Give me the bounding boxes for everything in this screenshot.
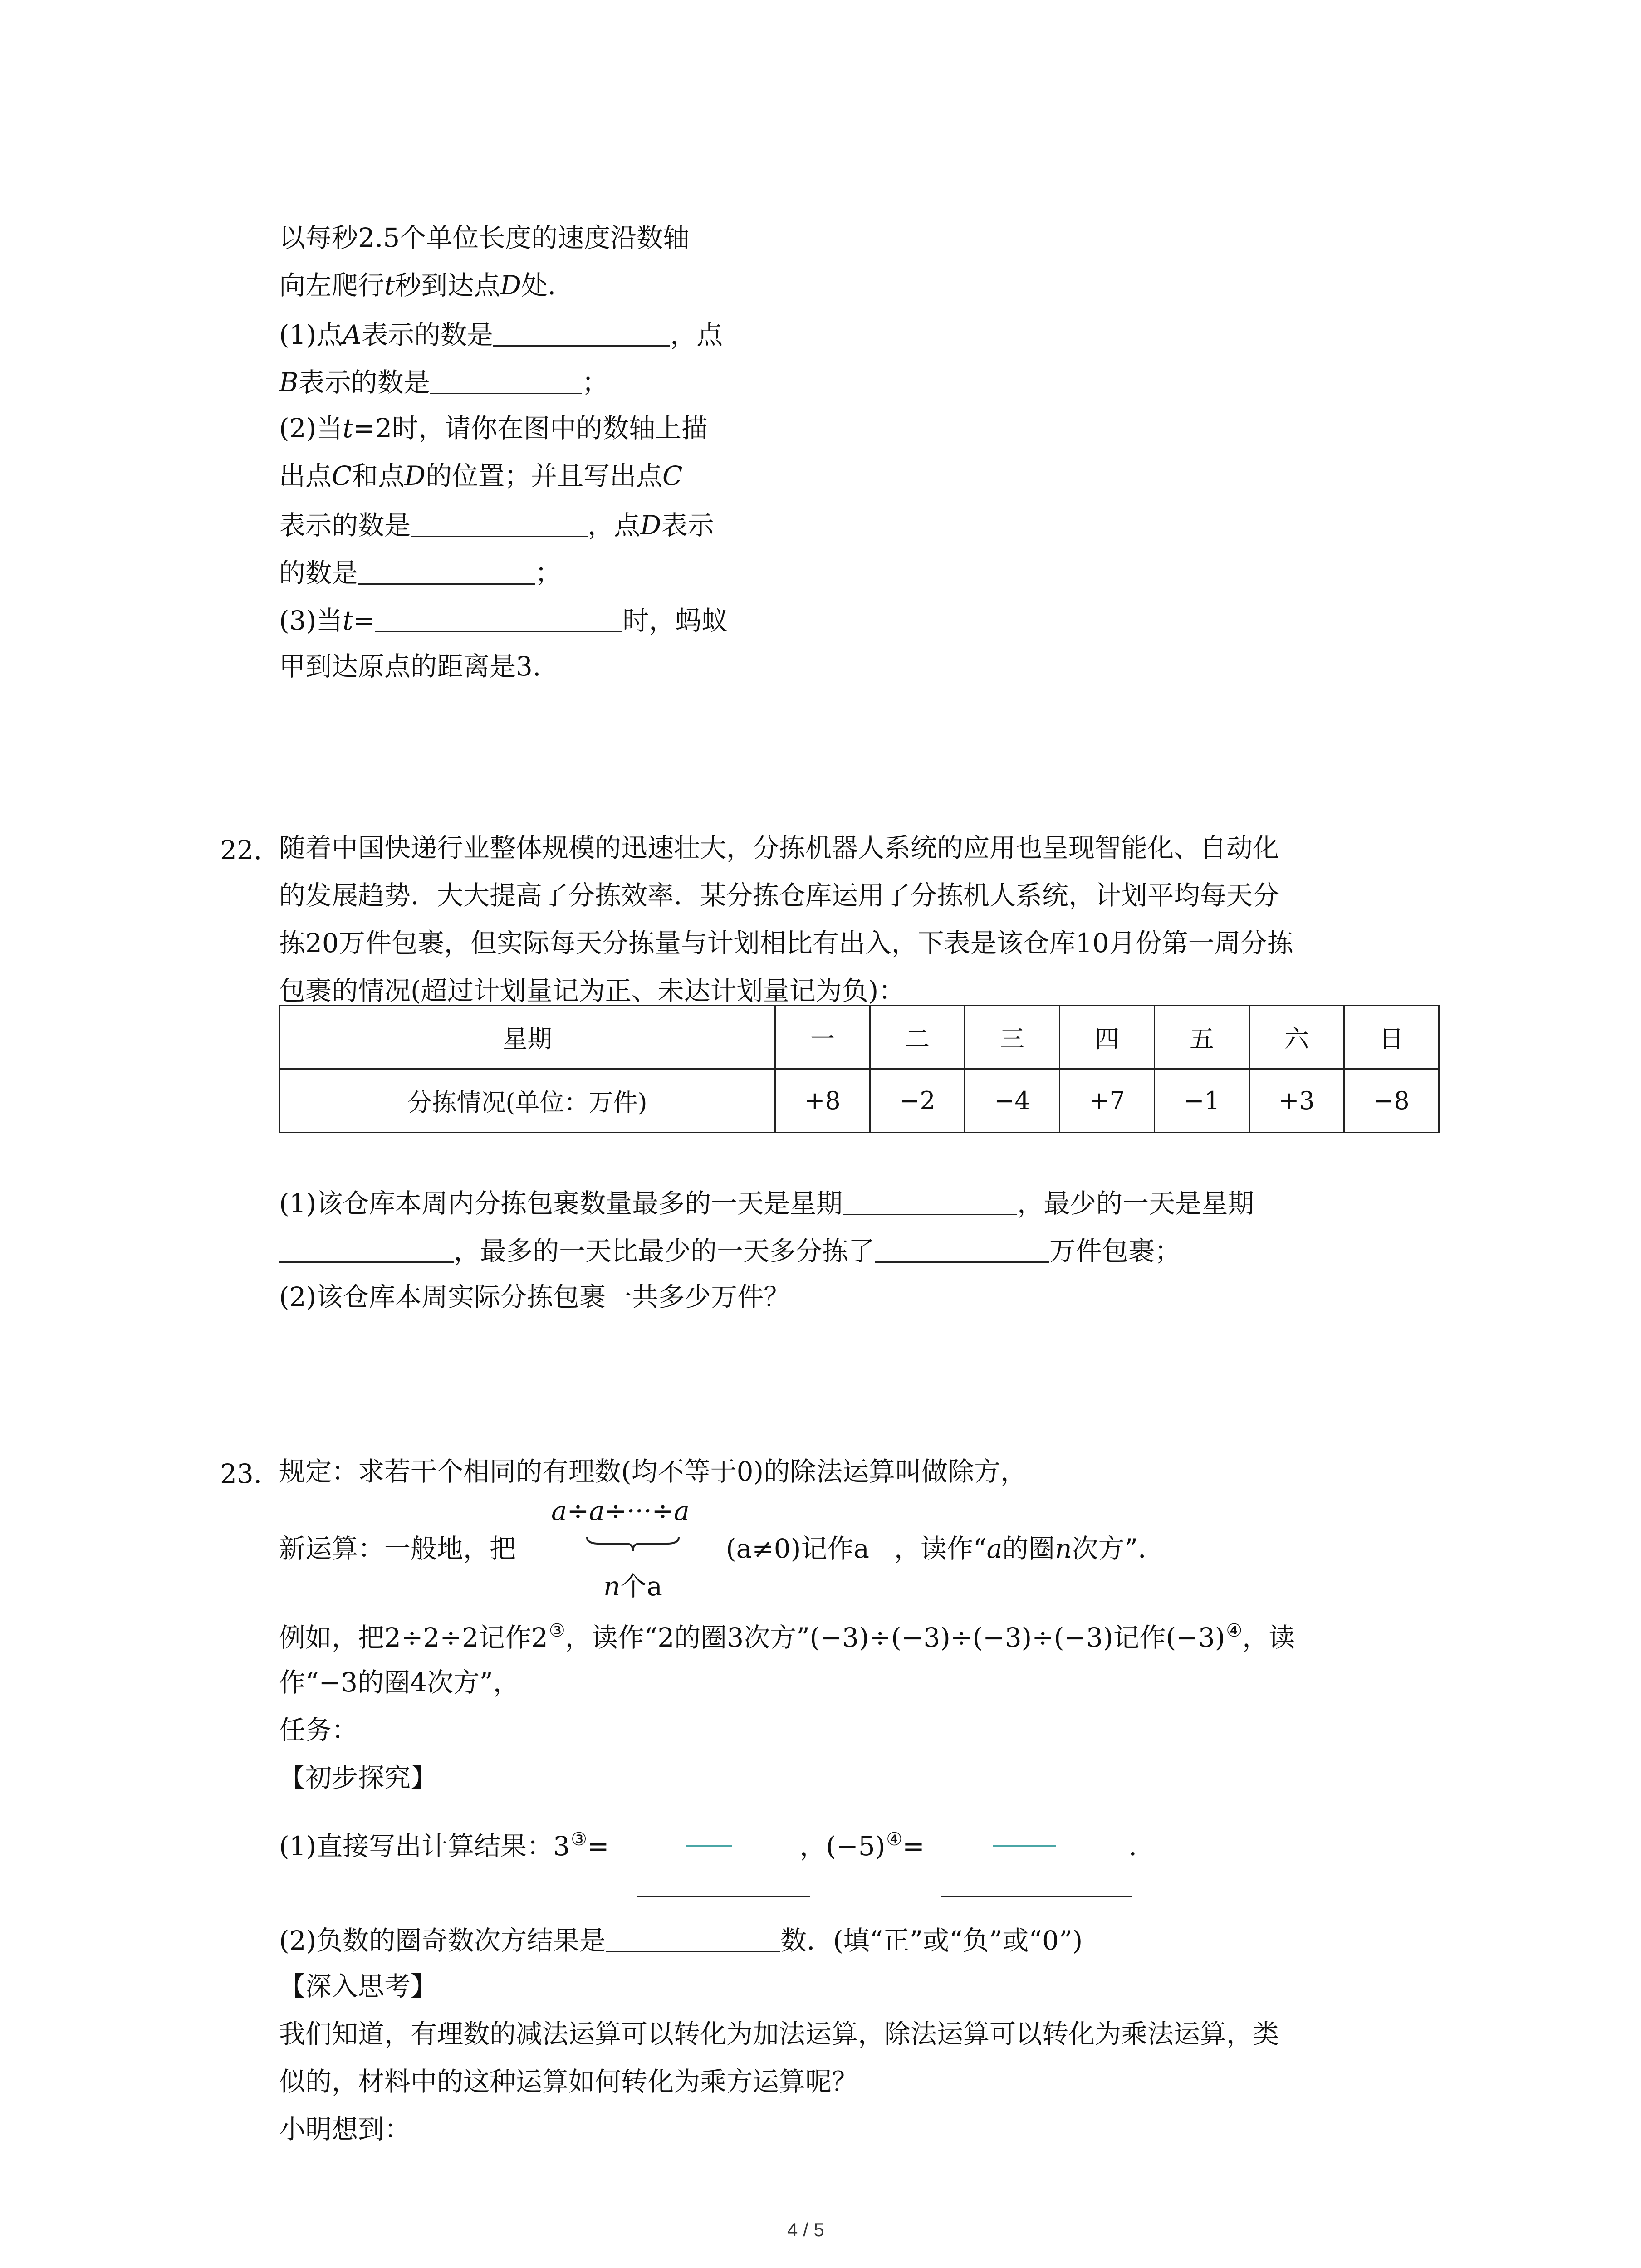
q23-line: 我们知道，有理数的减法运算可以转化为加法运算，除法运算可以转化为乘法运算，类 bbox=[279, 2019, 1279, 2049]
brace-top-expression: a÷a÷···÷a bbox=[551, 1496, 690, 1526]
table-cell: +3 bbox=[1249, 1069, 1344, 1133]
q23-line: 作“−3的圈4次方”， bbox=[279, 1667, 519, 1698]
answer-blank[interactable] bbox=[843, 1188, 1017, 1215]
table-cell: 六 bbox=[1249, 1006, 1344, 1069]
q21-part1: (1)点A表示的数是 ，点 bbox=[279, 319, 723, 350]
table-header-row bbox=[280, 1006, 1439, 1069]
q23-part2: (2)负数的圈奇数次方结果是 数．(填“正”或“负”或“0”) bbox=[279, 1925, 1083, 1956]
q22-line: ，最多的一天比最少的一天多分拣了 万件包裹； bbox=[279, 1236, 1181, 1264]
question-number: 23. bbox=[220, 1458, 262, 1489]
q21-line: 的数是 ； bbox=[279, 557, 562, 588]
q23-line: 新运算：一般地，把 bbox=[279, 1533, 516, 1564]
q23-line: 任务： bbox=[279, 1715, 358, 1745]
answer-blank[interactable] bbox=[941, 1896, 1132, 1897]
q22-line: 拣20万件包裹，但实际每天分拣量与计划相比有出入，下表是该仓库10月份第一周分拣 bbox=[279, 928, 1293, 958]
table-cell: −2 bbox=[870, 1069, 965, 1133]
section-heading: 【深入思考】 bbox=[279, 1971, 437, 2002]
table-cell: −8 bbox=[1344, 1069, 1439, 1133]
answer-blank[interactable] bbox=[279, 1236, 454, 1263]
table-cell: 日 bbox=[1344, 1006, 1439, 1069]
answer-blank[interactable] bbox=[875, 1236, 1049, 1263]
table-cell: 四 bbox=[1060, 1006, 1155, 1069]
table-cell: 二 bbox=[870, 1006, 965, 1069]
q21-part2: (2)当t=2时，请你在图中的数轴上描 bbox=[279, 413, 708, 444]
table-cell: −4 bbox=[965, 1069, 1060, 1133]
q21-line: 甲到达原点的距离是3. bbox=[279, 651, 541, 682]
table-cell: 五 bbox=[1155, 1006, 1249, 1069]
table-cell: 分拣情况(单位：万件) bbox=[280, 1069, 775, 1133]
table-cell: −1 bbox=[1155, 1069, 1249, 1133]
table-row bbox=[280, 1069, 1439, 1133]
section-heading: 【初步探究】 bbox=[279, 1762, 437, 1793]
q21-line: 以每秒2.5个单位长度的速度沿数轴 bbox=[279, 222, 690, 253]
teal-dash bbox=[686, 1845, 732, 1847]
q23-part1: (1)直接写出计算结果：3③= ，(−5)④= ． bbox=[279, 1829, 1155, 1862]
q21-line: B表示的数是 ； bbox=[279, 367, 608, 398]
table-cell: 三 bbox=[965, 1006, 1060, 1069]
q23-line: 规定：求若干个相同的有理数(均不等于0)的除法运算叫做除方， bbox=[279, 1456, 1027, 1487]
table-cell: +8 bbox=[775, 1069, 870, 1133]
sorting-table bbox=[279, 1005, 1440, 1133]
answer-blank[interactable] bbox=[375, 606, 622, 632]
underbrace bbox=[585, 1535, 681, 1554]
table-cell: +7 bbox=[1060, 1069, 1155, 1133]
q21-line: 出点C和点D的位置；并且写出点C bbox=[279, 460, 683, 491]
q22-line: 包裹的情况(超过计划量记为正、未达计划量记为负)： bbox=[279, 975, 905, 1006]
answer-blank[interactable] bbox=[637, 1896, 810, 1897]
question-number: 22. bbox=[220, 835, 262, 865]
q21-line: 表示的数是 ，点D表示 bbox=[279, 510, 714, 541]
answer-blank[interactable] bbox=[430, 367, 582, 394]
page-number: 4 / 5 bbox=[787, 2219, 824, 2240]
q22-part1: (1)该仓库本周内分拣包裹数量最多的一天是星期 ，最少的一天是星期 bbox=[279, 1188, 1254, 1219]
q23-line: 似的，材料中的这种运算如何转化为乘方运算呢？ bbox=[279, 2066, 858, 2097]
brace-bottom-label: n个a bbox=[603, 1571, 662, 1602]
teal-dash bbox=[993, 1845, 1056, 1847]
q22-line: 的发展趋势．大大提高了分拣效率．某分拣仓库运用了分拣机人系统，计划平均每天分 bbox=[279, 880, 1279, 911]
answer-blank[interactable] bbox=[358, 558, 535, 585]
q23-line: 小明想到： bbox=[279, 2114, 411, 2145]
answer-blank[interactable] bbox=[606, 1926, 780, 1952]
q22-part2: (2)该仓库本周实际分拣包裹一共多少万件？ bbox=[279, 1281, 790, 1312]
q23-line: 例如，把2÷2÷2记作2③，读作“2的圈3次方”(−3)÷(−3)÷(−3)÷(−3)记作(−3)④，读 bbox=[279, 1620, 1295, 1653]
q21-line: 向左爬行t秒到达点D处． bbox=[279, 270, 574, 301]
table-cell: 一 bbox=[775, 1006, 870, 1069]
q22-line: 随着中国快递行业整体规模的迅速壮大，分拣机器人系统的应用也呈现智能化、自动化 bbox=[279, 832, 1279, 863]
q23-line: (a≠0)记作a ，读作“a的圈n次方”． bbox=[726, 1533, 1165, 1564]
table-cell: 星期 bbox=[280, 1006, 775, 1069]
answer-blank[interactable] bbox=[411, 510, 588, 537]
q21-part3: (3)当t= 时，蚂蚁 bbox=[279, 605, 728, 636]
answer-blank[interactable] bbox=[493, 320, 670, 347]
